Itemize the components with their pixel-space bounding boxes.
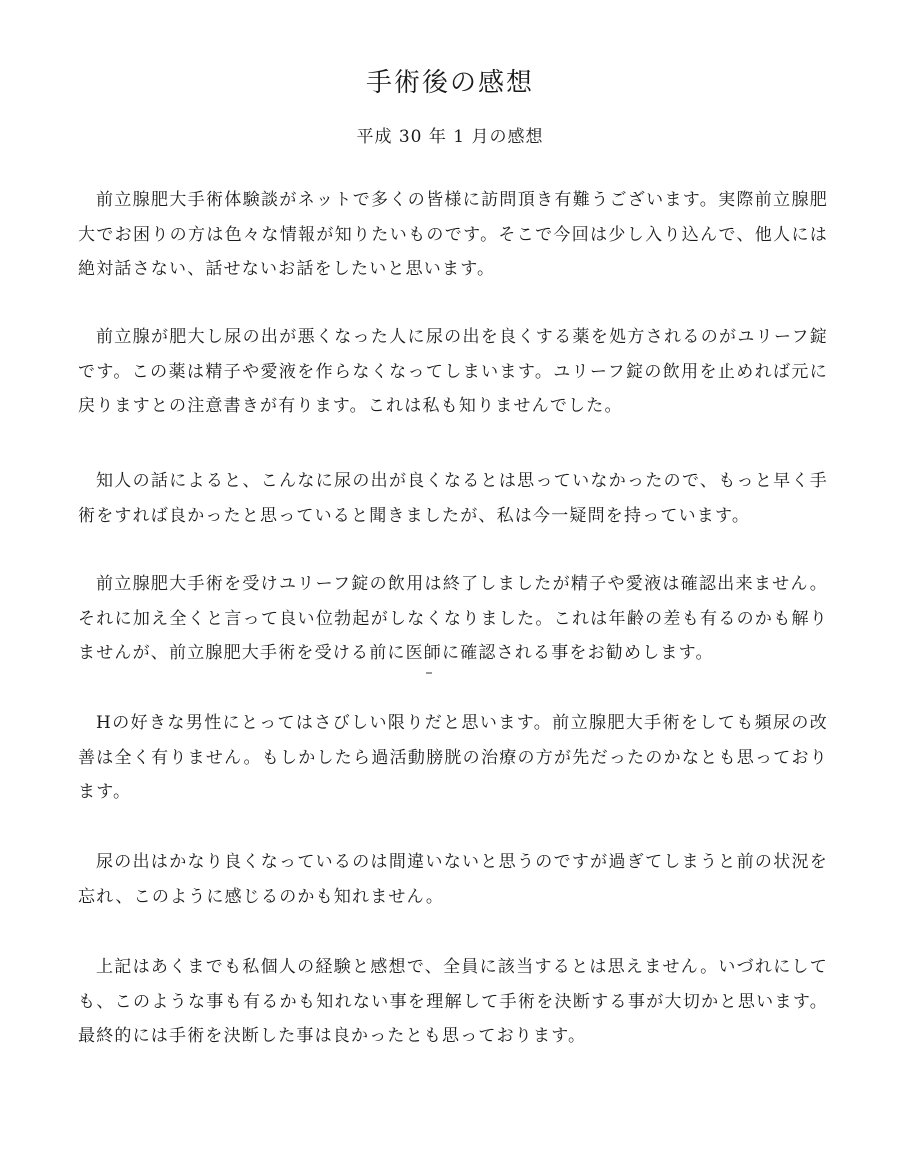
document-subtitle: 平成 30 年 1 月の感想 — [356, 127, 544, 147]
paragraph-3: 知人の話によると、こんなに尿の出が良くなるとは思っていなかったので、もっと早く手術をすれば良かったと思っていると聞きましたが、私は今一疑問を持っています。 — [78, 471, 828, 526]
document-title: 手術後の感想 — [365, 68, 534, 98]
paragraph-6: 尿の出はかなり良くなっているのは間違いないと思うのですが過ぎてしまうと前の状況を忘れ、このように感じるのかも知れません。 — [78, 852, 828, 907]
paragraph-2: 前立腺が肥大し尿の出が悪くなった人に尿の出を良くする薬を処方されるのがユリーフ錠です。この薬は精子や愛液を作らなくなってしまいます。ユリーフ錠の飲用を止めれば元に戻りますとの注意書きが有ります。これは私も知りませんでした。 — [78, 327, 828, 416]
paragraph-4: 前立腺肥大手術を受けユリーフ錠の飲用は終了しましたが精子や愛液は確認出来ません。それに加え全くと言って良い位勃起がしなくなりました。これは年齢の差も有るのかも解りませんが、前立腺肥大手術を受ける前に医師に確認される事をお勧めします。 — [78, 574, 828, 663]
paragraph-7: 上記はあくまでも私個人の経験と感想で、全員に該当するとは思えません。いづれにしても、このような事も有るかも知れない事を理解して手術を決断する事が大切かと思います。最終的には手術を決断した事は良かったとも思っております。 — [78, 957, 828, 1046]
scan-artifact-mark — [426, 672, 432, 674]
paragraph-1: 前立腺肥大手術体験談がネットで多くの皆様に訪問頂き有難うございます。実際前立腺肥大でお困りの方は色々な情報が知りたいものです。そこで今回は少し入り込んで、他人には絶対話さない、話せないお話をしたいと思います。 — [78, 190, 828, 279]
paragraph-5: Hの好きな男性にとってはさびしい限りだと思います。前立腺肥大手術をしても頻尿の改善は全く有りません。もしかしたら過活動膀胱の治療の方が先だったのかなとも思っております。 — [78, 713, 828, 802]
